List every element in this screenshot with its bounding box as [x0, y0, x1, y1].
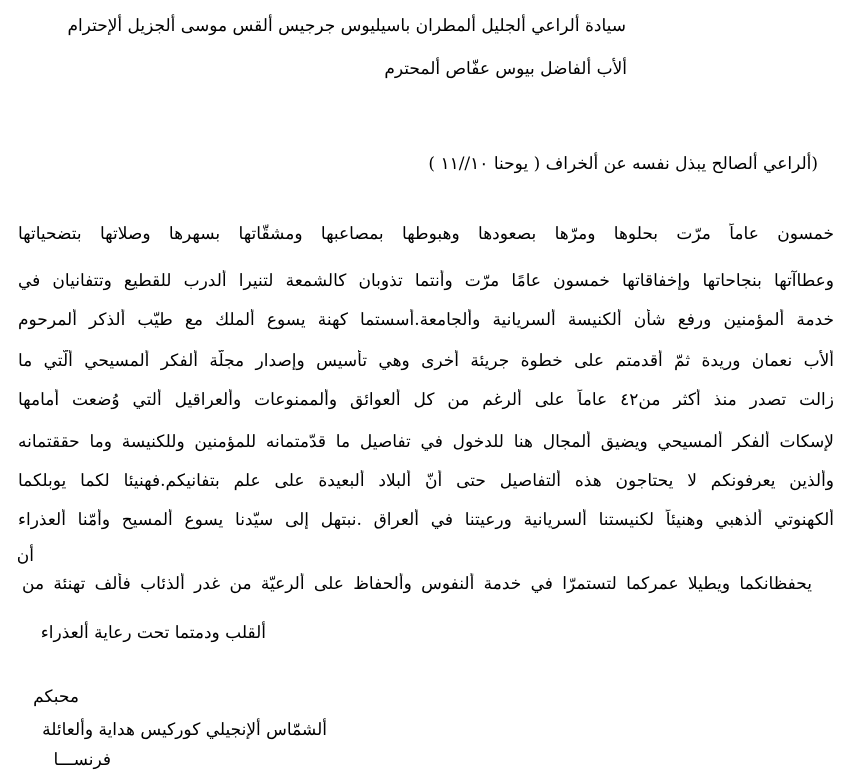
body-line-4: ألأب نعمان وريدة ثمّ أقدمتم على خطوة جريئة أخرى وهي تأسيس وإصدار مجلّة ألفكر ألمسيحي ألّتي ما — [18, 351, 834, 371]
body-line-7: وألذين يعرفونكم لا يحتاجون هذه ألتفاصيل حتى أنّ ألبلاد ألبعيدة على علم بتفانيكم.فهنيئا لكما يوبلكما — [18, 471, 834, 491]
body-line-3: خدمة ألمؤمنين ورفع شأن ألكنيسة ألسريانية وألجامعة.أسستما كهنة يسوع ألملك مع طيّب ألذكر ألمرحوم — [18, 310, 834, 330]
body-line-6: لإسكات ألفكر ألمسيحي ويضيق ألمجال هنا للدخول في تفاصيل ما قدّمتمانه للمؤمنين وللكنيسة وما حققتمانه — [18, 432, 834, 452]
signature-closing: محبكم — [33, 687, 79, 707]
body-line-10: ألقلب ودمتما تحت رعاية ألعذراء — [40, 623, 266, 643]
signature-place: فرنســـا — [53, 750, 111, 770]
body-line-2: وعطاآتها بنجاحاتها وإخفاقاتها خمسون عامًا مرّت وأنتما تذوبان كالشمعة لتنيرا ألدرب للقطيع وتتفانيان في — [18, 271, 834, 291]
signature-name: ألشمّاس ألإنجيلي كوركيس هداية وألعائلة — [42, 720, 327, 740]
body-line-9: يحفظانكما ويطيلا عمركما لتستمرّا في خدمة ألنفوس وألحفاظ على ألرعيّة من غدر ألذئاب فألف تهنئة من — [22, 574, 812, 594]
body-line-5: زالت تصدر منذ أكثر من٤٢ عاماً على ألرغم من كل ألعوائق وألممنوعات وألعراقيل ألتي وُضعت أمامها — [18, 390, 834, 410]
verse-reference: (ألراعي ألصالح يبذل نفسه عن ألخراف ( يوحنا ١٠//١١ ) — [428, 154, 818, 174]
body-line-1: خمسون عاماً مرّت بحلوها ومرّها بصعودها وهبوطها بمصاعبها ومشقّاتها بسهرها وصلاتها بتضحياتها — [18, 224, 834, 244]
address-line-1: سيادة ألراعي ألجليل ألمطران باسيليوس جرجيس ألقس موسى ألجزيل ألإحترام — [67, 16, 626, 36]
body-line-8: ألكهنوتي ألذهبي وهنيئاً لكنيستنا ألسريانية ورعيتنا في ألعراق .نبتهل إلى سيّدنا يسوع ألمسيح وأمّنا ألعذراء — [18, 510, 834, 530]
body-word-an: أن — [16, 546, 34, 566]
address-line-2: ألأب ألفاضل بيوس عفّاص ألمحترم — [384, 59, 627, 79]
